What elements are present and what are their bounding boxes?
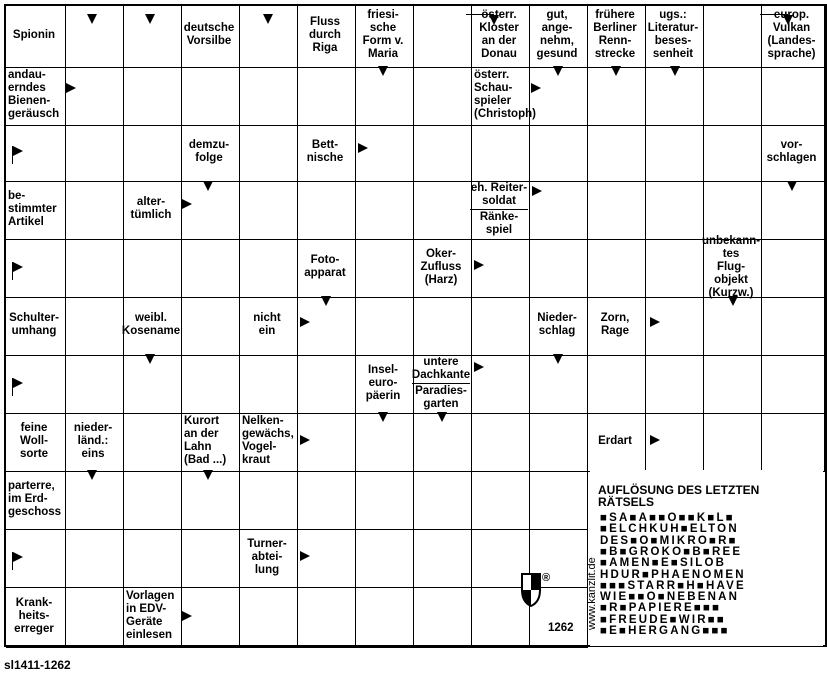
grid-cell[interactable] <box>298 182 356 240</box>
clue-nelkengewaechs: Nelken- gewächs, Vogel- kraut <box>242 415 294 466</box>
grid-cell[interactable] <box>356 126 414 182</box>
arrow-right-icon <box>358 143 368 153</box>
arrow-down-icon <box>145 354 155 364</box>
grid-cell[interactable] <box>704 6 762 68</box>
clue-deutsche-vorsilbe: deutsche Vorsilbe <box>183 22 235 47</box>
arrow-right-icon <box>66 83 76 93</box>
arrow-down-icon <box>611 66 621 76</box>
grid-cell[interactable] <box>530 68 588 126</box>
solution-row: ■ELCHKUH■ELTON <box>600 523 739 536</box>
clue-friesische-form-maria: friesi- sche Form v. Maria <box>362 9 404 60</box>
arrow-down-icon <box>378 412 388 422</box>
grid-cell[interactable] <box>646 68 704 126</box>
grid-cell[interactable] <box>530 126 588 182</box>
registered-mark: ® <box>542 572 551 584</box>
clue-spionin: Spionin <box>12 28 56 41</box>
grid-cell[interactable] <box>704 68 762 126</box>
grid-cell[interactable] <box>704 126 762 182</box>
clue-fruehere-rennstrecke: frühere Berliner Renn- strecke <box>593 9 637 60</box>
grid-cell[interactable] <box>182 240 240 298</box>
solution-row: ■SA■A■■O■■K■L■ <box>600 512 735 524</box>
grid-cell[interactable] <box>240 182 298 240</box>
arrow-down-icon <box>787 181 797 191</box>
clue-niederschlag: Nieder- schlag <box>537 312 577 337</box>
arrow-down-icon <box>87 14 97 24</box>
clue-weibl-kosename: weibl. Kosename <box>121 312 181 337</box>
arrow-right-icon <box>531 83 541 93</box>
grid-cell[interactable] <box>124 414 182 472</box>
grid-cell[interactable] <box>182 356 240 414</box>
solution-row: ■R■PAPIERE■■■ <box>600 602 722 615</box>
grid-cell[interactable] <box>356 240 414 298</box>
clue-feine-wollsorte: feine Woll- sorte <box>19 421 49 460</box>
clue-paradiesgarten: Paradies- garten <box>415 384 467 410</box>
clue-bettnische: Bett- nische <box>306 139 344 164</box>
grid-cell[interactable] <box>414 588 472 648</box>
grid-cell[interactable] <box>704 414 762 472</box>
clue-gut-angenehm: gut, ange- nehm, gesund <box>536 9 578 60</box>
clue-altertuemlich: alter- tümlich <box>130 196 172 221</box>
flag-arrow-icon <box>12 146 24 164</box>
grid-cell[interactable] <box>472 126 530 182</box>
arrow-right-icon <box>532 186 542 196</box>
grid-cell[interactable] <box>356 588 414 648</box>
solution-row: DES■O■MIKRO■R■ <box>600 534 738 547</box>
grid-cell[interactable] <box>646 356 704 414</box>
clue-literaturbesessenheit: ugs.: Literatur- beses- senheit <box>647 9 699 60</box>
grid-cell[interactable] <box>472 472 530 530</box>
clue-niederl-eins: nieder- länd.: eins <box>73 421 113 460</box>
grid-cell[interactable] <box>298 68 356 126</box>
arrow-right-icon <box>474 362 484 372</box>
grid-cell[interactable] <box>356 472 414 530</box>
grid-cell[interactable] <box>124 68 182 126</box>
arrow-right-icon <box>650 317 660 327</box>
clue-raenkespiel: Ränke- spiel <box>479 210 519 236</box>
grid-cell[interactable] <box>762 68 825 126</box>
arrow-right-icon <box>300 551 310 561</box>
clue-reitersoldat: eh. Reiter- soldat <box>470 181 528 207</box>
clue-europ-vulkan: europ. Vulkan (Landes- sprache) <box>767 9 816 60</box>
clue-erdart: Erdart <box>598 434 632 447</box>
clue-inseleuropaeerin: Insel- euro- päerin <box>365 363 401 402</box>
clue-fotoapparat: Foto- apparat <box>304 254 346 279</box>
arrow-down-icon <box>728 296 738 306</box>
website-url[interactable]: www.kanzlit.de <box>586 557 598 630</box>
clue-turnerabteilung: Turner- abtei- lung <box>247 537 287 576</box>
grid-cell[interactable] <box>646 240 704 298</box>
grid-cell[interactable] <box>472 414 530 472</box>
grid-cell[interactable] <box>298 356 356 414</box>
grid-cell[interactable] <box>704 298 762 356</box>
solution-row: ■■■STARR■H■HAVE <box>600 579 746 592</box>
grid-cell[interactable] <box>588 182 646 240</box>
arrow-down-icon <box>437 412 447 422</box>
grid-cell[interactable] <box>124 240 182 298</box>
clue-oesterr-kloster: österr. Kloster an der Donau <box>479 9 519 60</box>
arrow-right-icon <box>650 435 660 445</box>
grid-cell[interactable] <box>298 472 356 530</box>
grid-cell[interactable] <box>588 126 646 182</box>
grid-cell[interactable] <box>356 530 414 588</box>
clue-krankheitserreger: Krank- heits- erreger <box>14 596 54 635</box>
grid-cell[interactable] <box>588 240 646 298</box>
arrow-down-icon <box>321 296 331 306</box>
arrow-right-icon <box>300 317 310 327</box>
flag-arrow-icon <box>12 262 24 280</box>
grid-cell[interactable] <box>414 68 472 126</box>
clue-kurort: Kurort an der Lahn (Bad ...) <box>184 415 227 466</box>
solution-title: AUFLÖSUNG DES LETZTEN RÄTSELS <box>598 483 760 509</box>
grid-cell[interactable] <box>240 240 298 298</box>
grid-cell[interactable] <box>66 68 124 126</box>
clue-fluss-durch-riga: Fluss durch Riga <box>309 15 341 54</box>
arrow-right-icon <box>300 435 310 445</box>
solution-row: ■E■HERGANG■■■ <box>600 625 730 637</box>
arrow-right-icon <box>474 260 484 270</box>
clue-schulterumhang: Schulter- umhang <box>9 312 59 337</box>
solution-row: HDUR■PHAENOMEN <box>600 568 746 581</box>
clue-oker-zufluss: Oker- Zufluss (Harz) <box>420 247 462 286</box>
grid-cell[interactable] <box>472 298 530 356</box>
clue-nicht-ein: nicht ein <box>253 312 281 337</box>
grid-cell[interactable] <box>66 472 124 530</box>
grid-cell[interactable] <box>530 356 588 414</box>
grid-cell[interactable] <box>704 182 762 240</box>
grid-cell[interactable] <box>298 588 356 648</box>
clue-vorlagen-edv: Vorlagen in EDV- Geräte einlesen <box>126 590 175 641</box>
grid-cell[interactable] <box>182 298 240 356</box>
clue-zorn-rage: Zorn, Rage <box>600 312 630 337</box>
grid-cell[interactable] <box>588 68 646 126</box>
grid-cell[interactable] <box>414 126 472 182</box>
solution-row: ■B■GROKO■B■REE <box>600 545 743 558</box>
clue-bienengeraeusch: andau- erndes Bienen- geräusch <box>8 69 60 120</box>
clue-untere-dachkante: untere Dachkante <box>411 355 471 381</box>
grid-cell[interactable] <box>356 298 414 356</box>
grid-cell[interactable] <box>762 356 825 414</box>
arrow-right-icon <box>182 611 192 621</box>
clue-parterre: parterre, im Erd- geschoss <box>8 479 62 518</box>
clue-ufo: unbekann- tes Flug- objekt (Kurzw.) <box>701 234 761 299</box>
arrow-down-icon <box>378 66 388 76</box>
grid-cell[interactable] <box>182 472 240 530</box>
grid-cell[interactable] <box>530 472 588 530</box>
arrow-down-icon <box>203 181 213 191</box>
grid-cell[interactable] <box>66 298 124 356</box>
grid-cell[interactable] <box>66 182 124 240</box>
arrow-right-icon <box>182 199 192 209</box>
grid-cell[interactable] <box>414 6 472 68</box>
kanzlit-logo <box>520 572 560 608</box>
grid-cell[interactable] <box>240 68 298 126</box>
grid-cell[interactable] <box>646 126 704 182</box>
grid-cell[interactable] <box>762 414 825 472</box>
grid-cell[interactable] <box>66 356 124 414</box>
grid-cell[interactable] <box>414 182 472 240</box>
grid-cell[interactable] <box>646 182 704 240</box>
grid-cell[interactable] <box>182 68 240 126</box>
grid-cell[interactable] <box>124 126 182 182</box>
grid-cell[interactable] <box>762 240 825 298</box>
grid-cell[interactable] <box>66 126 124 182</box>
arrow-down-icon <box>87 470 97 480</box>
grid-cell[interactable] <box>240 356 298 414</box>
grid-cell[interactable] <box>124 356 182 414</box>
puzzle-code: sl1411-1262 <box>4 658 71 672</box>
clue-oesterr-schauspieler: österr. Schau- spieler (Christoph) <box>474 69 536 120</box>
grid-cell[interactable] <box>530 240 588 298</box>
grid-cell[interactable] <box>588 356 646 414</box>
hook-arrow-icon <box>760 14 788 25</box>
grid-cell[interactable] <box>414 414 472 472</box>
clue-bestimmter-artikel: be- stimmter Artikel <box>8 189 57 228</box>
arrow-down-icon <box>203 470 213 480</box>
flag-arrow-icon <box>12 378 24 396</box>
grid-cell[interactable] <box>530 414 588 472</box>
solution-panel <box>590 470 823 646</box>
grid-cell[interactable] <box>240 126 298 182</box>
hook-arrow-icon <box>466 14 494 25</box>
grid-cell[interactable] <box>704 356 762 414</box>
flag-arrow-icon <box>12 552 24 570</box>
puzzle-number: 1262 <box>548 622 574 634</box>
grid-cell[interactable] <box>66 588 124 648</box>
grid-cell[interactable] <box>414 472 472 530</box>
arrow-down-icon <box>263 14 273 24</box>
grid-cell[interactable] <box>356 414 414 472</box>
arrow-down-icon <box>670 66 680 76</box>
grid-cell[interactable] <box>240 588 298 648</box>
grid-cell[interactable] <box>356 68 414 126</box>
grid-cell[interactable] <box>356 182 414 240</box>
clue-demzufolge: demzu- folge <box>188 139 230 164</box>
grid-cell[interactable] <box>646 298 704 356</box>
arrow-down-icon <box>553 66 563 76</box>
grid-cell[interactable] <box>240 472 298 530</box>
grid-cell[interactable] <box>182 530 240 588</box>
arrow-down-icon <box>553 354 563 364</box>
grid-cell[interactable] <box>124 530 182 588</box>
grid-cell[interactable] <box>414 298 472 356</box>
grid-cell[interactable] <box>66 240 124 298</box>
grid-cell[interactable] <box>414 530 472 588</box>
solution-row: WIE■■O■NEBENAN <box>600 591 740 604</box>
grid-cell[interactable] <box>762 298 825 356</box>
arrow-down-icon <box>145 14 155 24</box>
clue-vorschlagen: vor- schlagen <box>766 139 817 164</box>
grid-cell[interactable] <box>66 530 124 588</box>
solution-row: ■AMEN■E■SILOB <box>600 557 727 570</box>
solution-row: ■FREUDE■WIR■■ <box>600 613 727 626</box>
grid-cell[interactable] <box>124 472 182 530</box>
grid-cell[interactable] <box>298 298 356 356</box>
